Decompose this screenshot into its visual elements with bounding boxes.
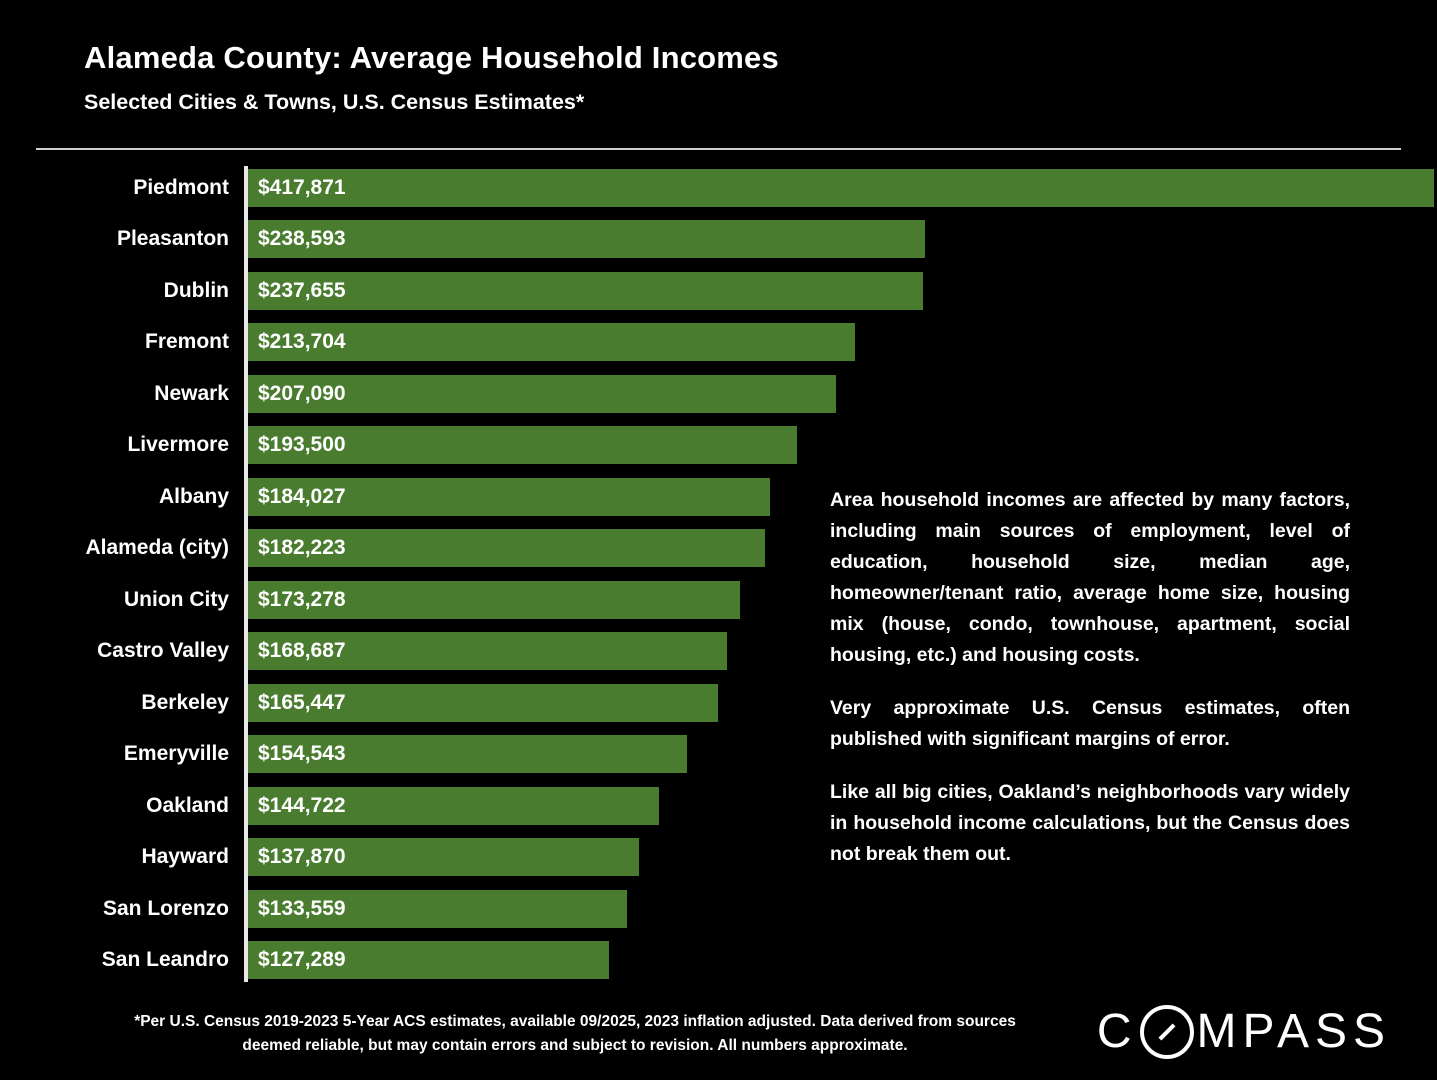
- bar-value-label: $237,655: [258, 278, 346, 302]
- bar-row: [36, 214, 1401, 266]
- bar-value-label: $173,278: [258, 587, 346, 611]
- bar-category-label: Oakland: [146, 793, 229, 817]
- bar: [248, 272, 923, 310]
- bar-category-label: Hayward: [141, 845, 229, 869]
- page-title: Alameda County: Average Household Incomes: [84, 40, 779, 75]
- bar-category-label: Piedmont: [133, 175, 229, 199]
- logo-text-right: MPASS: [1196, 1005, 1391, 1058]
- bar-row: [36, 317, 1401, 369]
- bar-value-label: $193,500: [258, 433, 346, 457]
- bar-category-label: Newark: [154, 381, 229, 405]
- bar-category-label: Pleasanton: [116, 227, 229, 251]
- bar-value-label: $184,027: [258, 484, 346, 508]
- footnote: *Per U.S. Census 2019-2023 5-Year ACS estimates, available 09/2025, 2023 inflation adjusted. Data derived from sources deemed reliable, but may contain errors and subject to revision. All numbers approximate.: [134, 1013, 1016, 1054]
- bar-value-label: $165,447: [258, 690, 346, 714]
- bar-category-label: Albany: [158, 484, 229, 508]
- bar: [248, 220, 925, 258]
- bar-row: [36, 883, 1401, 935]
- bar-value-label: $238,593: [258, 227, 346, 251]
- bar-value-label: $127,289: [258, 948, 346, 972]
- bar-value-label: $144,722: [258, 793, 346, 817]
- bar-category-label: Fremont: [145, 330, 229, 354]
- bar-row: [36, 368, 1401, 420]
- notes-panel: [830, 485, 1350, 870]
- bar-category-label: Dublin: [163, 278, 229, 302]
- bar-category-label: San Leandro: [101, 948, 229, 972]
- compass-logo: [1097, 1004, 1391, 1059]
- bar-value-label: $182,223: [258, 536, 346, 560]
- bar-row: [36, 265, 1401, 317]
- bar-category-label: Union City: [124, 587, 229, 611]
- bar-value-label: $137,870: [258, 845, 346, 869]
- bar-value-label: $417,871: [258, 175, 346, 199]
- header-divider: [36, 148, 1401, 150]
- bar-category-label: Emeryville: [123, 742, 229, 766]
- logo-text-left: C: [1096, 1005, 1138, 1058]
- compass-needle-icon: [1140, 1005, 1194, 1059]
- bar-category-label: Berkeley: [141, 690, 229, 714]
- note-paragraph-3: Like all big cities, Oakland’s neighborhoods vary widely in household income calculations, but the Census does not break them out.: [830, 781, 1350, 865]
- bar-category-label: Alameda (city): [85, 536, 229, 560]
- note-paragraph-1: Area household incomes are affected by many factors, including main sources of employment, level of education, household size, median age, homeowner/tenant ratio, average home size, housing mix (house, condo, townhouse, apartment, social housing, etc.) and housing costs.: [830, 489, 1350, 666]
- bar-category-label: San Lorenzo: [102, 896, 229, 920]
- bar-value-label: $207,090: [258, 381, 346, 405]
- bar-category-label: Livermore: [127, 433, 229, 457]
- bar-value-label: $168,687: [258, 639, 346, 663]
- bar-row: [36, 420, 1401, 472]
- bar-value-label: $133,559: [258, 896, 346, 920]
- note-paragraph-2: Very approximate U.S. Census estimates, often published with significant margins of error.: [830, 697, 1350, 750]
- bar: [248, 169, 1434, 207]
- bar-category-label: Castro Valley: [97, 639, 229, 663]
- bar-row: [36, 935, 1401, 987]
- bar-value-label: $154,543: [258, 742, 346, 766]
- bar-row: [36, 162, 1401, 214]
- page-subtitle: Selected Cities & Towns, U.S. Census Estimates*: [84, 90, 585, 114]
- bar-value-label: $213,704: [258, 330, 346, 354]
